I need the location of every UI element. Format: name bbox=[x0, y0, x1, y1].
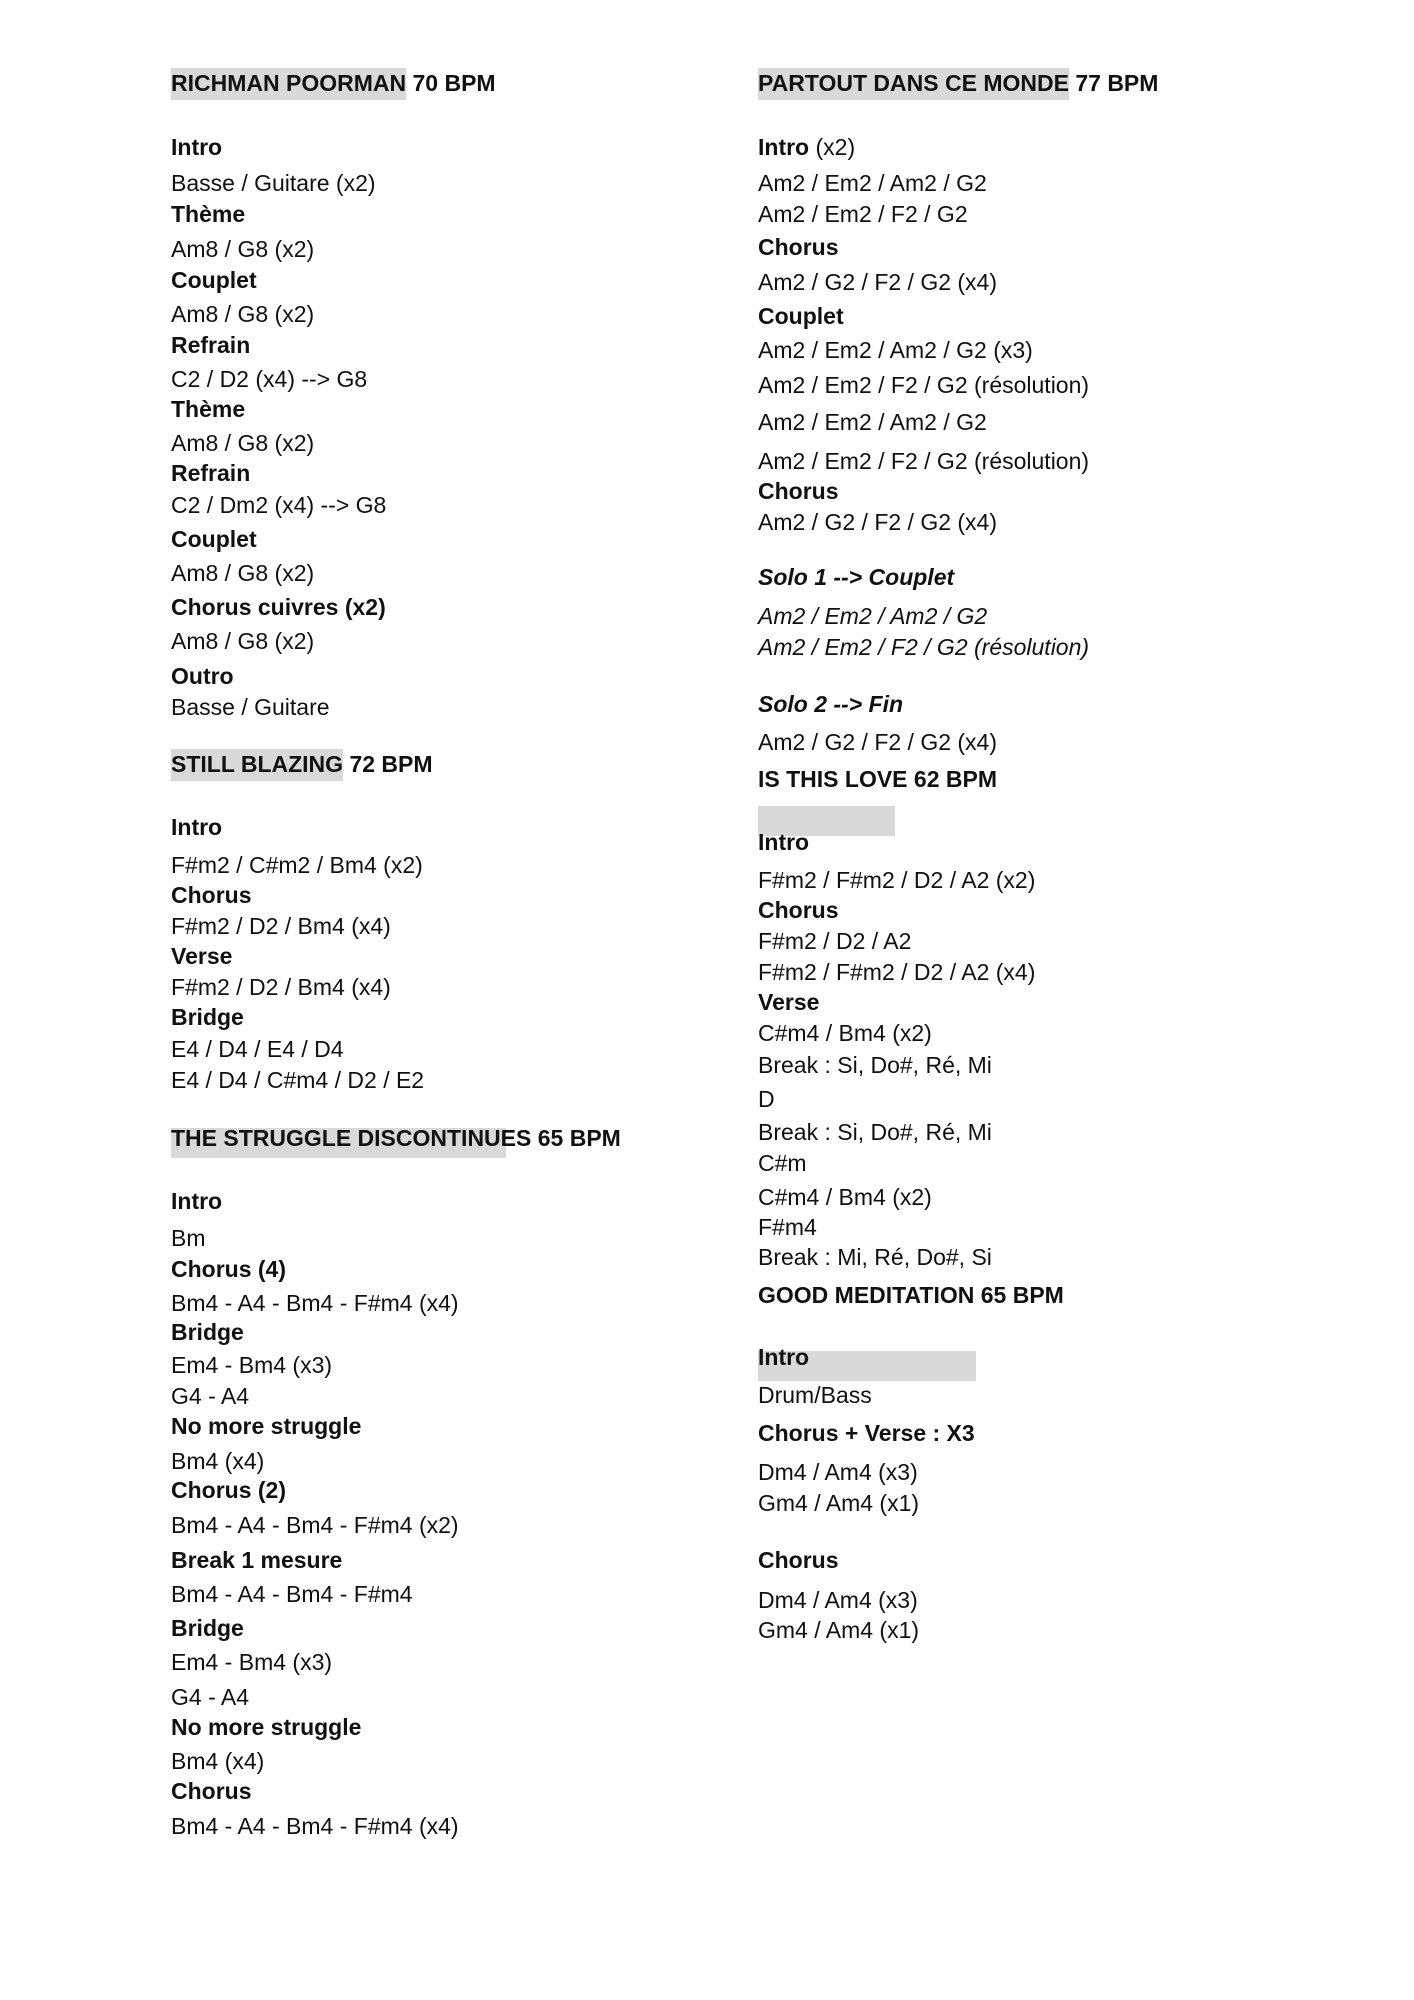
section-label: Verse bbox=[171, 943, 233, 969]
chord-line: Am2 / G2 / F2 / G2 (x4) bbox=[758, 509, 998, 535]
song-title-partout-dans-ce-monde: PARTOUT DANS CE MONDE 77 BPM bbox=[758, 68, 1158, 98]
chord-line: Am2 / Em2 / F2 / G2 (résolution) bbox=[758, 634, 1090, 660]
song-title-good-meditation: GOOD MEDITATION 65 BPM bbox=[758, 1282, 1064, 1308]
chord-line: Break : Si, Do#, Ré, Mi bbox=[758, 1119, 992, 1145]
section-label: Intro bbox=[758, 1344, 810, 1370]
chord-line: Am2 / Em2 / F2 / G2 (résolution) bbox=[758, 448, 1090, 474]
chord-line: Drum/Bass bbox=[758, 1382, 872, 1408]
chord-line: Gm4 / Am4 (x1) bbox=[758, 1490, 920, 1516]
section-label: Bridge bbox=[171, 1615, 244, 1641]
solo-label: Solo 1 --> Couplet bbox=[758, 564, 955, 590]
chord-line: Basse / Guitare bbox=[171, 694, 330, 720]
section-label: Chorus cuivres (x2) bbox=[171, 594, 386, 620]
section-label: Couplet bbox=[171, 526, 257, 552]
chord-line: Bm4 - A4 - Bm4 - F#m4 bbox=[171, 1581, 413, 1607]
chord-line: Basse / Guitare (x2) bbox=[171, 170, 376, 196]
chord-line: Bm4 (x4) bbox=[171, 1448, 265, 1474]
chord-line: Am8 / G8 (x2) bbox=[171, 430, 315, 456]
chord-line: Am2 / Em2 / Am2 / G2 bbox=[758, 603, 988, 629]
chord-line: Am8 / G8 (x2) bbox=[171, 301, 315, 327]
chord-line: Bm4 - A4 - Bm4 - F#m4 (x4) bbox=[171, 1290, 459, 1316]
chord-line: C#m bbox=[758, 1150, 807, 1176]
chord-line: F#m2 / C#m2 / Bm4 (x2) bbox=[171, 852, 423, 878]
left-column bbox=[171, 0, 731, 2000]
chord-line: Em4 - Bm4 (x3) bbox=[171, 1649, 333, 1675]
section-label: Thème bbox=[171, 201, 246, 227]
section-label: Chorus (2) bbox=[171, 1477, 286, 1503]
section-label: Intro bbox=[171, 814, 223, 840]
chord-line: Am8 / G8 (x2) bbox=[171, 236, 315, 262]
chord-line: Am2 / Em2 / F2 / G2 (résolution) bbox=[758, 372, 1090, 398]
chord-line: Am2 / Em2 / Am2 / G2 (x3) bbox=[758, 337, 1033, 363]
chord-line: Dm4 / Am4 (x3) bbox=[758, 1587, 918, 1613]
section-label: Break 1 mesure bbox=[171, 1547, 343, 1573]
chord-line: Bm4 (x4) bbox=[171, 1748, 265, 1774]
section-label: Chorus bbox=[758, 897, 839, 923]
chord-line: F#m2 / F#m2 / D2 / A2 (x2) bbox=[758, 867, 1036, 893]
section-label: No more struggle bbox=[171, 1714, 362, 1740]
chord-line: F#m2 / F#m2 / D2 / A2 (x4) bbox=[758, 959, 1036, 985]
section-label: No more struggle bbox=[171, 1413, 362, 1439]
chord-line: G4 - A4 bbox=[171, 1383, 249, 1409]
chord-line: Break : Mi, Ré, Do#, Si bbox=[758, 1244, 992, 1270]
chord-line: F#m2 / D2 / Bm4 (x4) bbox=[171, 913, 391, 939]
section-label: Chorus bbox=[758, 478, 839, 504]
chord-line: E4 / D4 / C#m4 / D2 / E2 bbox=[171, 1067, 425, 1093]
section-label: Refrain bbox=[171, 332, 251, 358]
right-column bbox=[758, 0, 1318, 2000]
chord-line: Am2 / Em2 / Am2 / G2 bbox=[758, 409, 987, 435]
chord-line: Break : Si, Do#, Ré, Mi bbox=[758, 1052, 992, 1078]
section-label-intro: Intro (x2) bbox=[758, 134, 856, 160]
chord-line: D bbox=[758, 1086, 775, 1112]
song-title-the-struggle-discontinues: THE STRUGGLE DISCONTINUES 65 BPM bbox=[171, 1125, 621, 1151]
section-label: Couplet bbox=[171, 267, 257, 293]
section-label: Chorus (4) bbox=[171, 1256, 286, 1282]
chord-line: Bm bbox=[171, 1225, 206, 1251]
chord-line: Em4 - Bm4 (x3) bbox=[171, 1352, 333, 1378]
section-label: Outro bbox=[171, 663, 234, 689]
chord-line: F#m2 / D2 / A2 bbox=[758, 928, 912, 954]
chord-line: Gm4 / Am4 (x1) bbox=[758, 1617, 920, 1643]
section-label: Couplet bbox=[758, 303, 844, 329]
song-title-is-this-love: IS THIS LOVE 62 BPM bbox=[758, 766, 997, 792]
chord-line: Am2 / Em2 / F2 / G2 bbox=[758, 201, 968, 227]
chord-line: C2 / Dm2 (x4) --> G8 bbox=[171, 492, 387, 518]
section-label: Intro bbox=[171, 1188, 223, 1214]
song-title-richman-poorman: RICHMAN POORMAN 70 BPM bbox=[171, 68, 496, 98]
section-label: Chorus bbox=[758, 1547, 839, 1573]
section-label: Chorus bbox=[171, 882, 252, 908]
chord-line: G4 - A4 bbox=[171, 1684, 249, 1710]
section-label: Thème bbox=[171, 396, 246, 422]
section-label: Intro bbox=[171, 134, 223, 160]
chord-line: Dm4 / Am4 (x3) bbox=[758, 1459, 918, 1485]
chord-line: Bm4 - A4 - Bm4 - F#m4 (x4) bbox=[171, 1813, 459, 1839]
section-label: Intro bbox=[758, 829, 810, 855]
chord-line: Am8 / G8 (x2) bbox=[171, 560, 315, 586]
chord-line: Am2 / G2 / F2 / G2 (x4) bbox=[758, 729, 998, 755]
chord-line: Am2 / Em2 / Am2 / G2 bbox=[758, 170, 987, 196]
chord-line: F#m2 / D2 / Bm4 (x4) bbox=[171, 974, 391, 1000]
chord-line: C2 / D2 (x4) --> G8 bbox=[171, 366, 368, 392]
chord-line: C#m4 / Bm4 (x2) bbox=[758, 1184, 932, 1210]
section-label: Chorus + Verse : X3 bbox=[758, 1420, 975, 1446]
section-label: Verse bbox=[758, 989, 820, 1015]
section-label: Bridge bbox=[171, 1004, 244, 1030]
chord-line: C#m4 / Bm4 (x2) bbox=[758, 1020, 932, 1046]
solo-label: Solo 2 --> Fin bbox=[758, 691, 904, 717]
section-label: Refrain bbox=[171, 460, 251, 486]
section-label: Bridge bbox=[171, 1319, 244, 1345]
section-label: Chorus bbox=[758, 234, 839, 260]
chord-line: Am8 / G8 (x2) bbox=[171, 628, 315, 654]
chord-line: Am2 / G2 / F2 / G2 (x4) bbox=[758, 269, 998, 295]
section-label: Chorus bbox=[171, 1778, 252, 1804]
chord-line: Bm4 - A4 - Bm4 - F#m4 (x2) bbox=[171, 1512, 459, 1538]
chord-line: F#m4 bbox=[758, 1214, 817, 1240]
chord-line: E4 / D4 / E4 / D4 bbox=[171, 1036, 344, 1062]
song-title-still-blazing: STILL BLAZING 72 BPM bbox=[171, 749, 433, 779]
